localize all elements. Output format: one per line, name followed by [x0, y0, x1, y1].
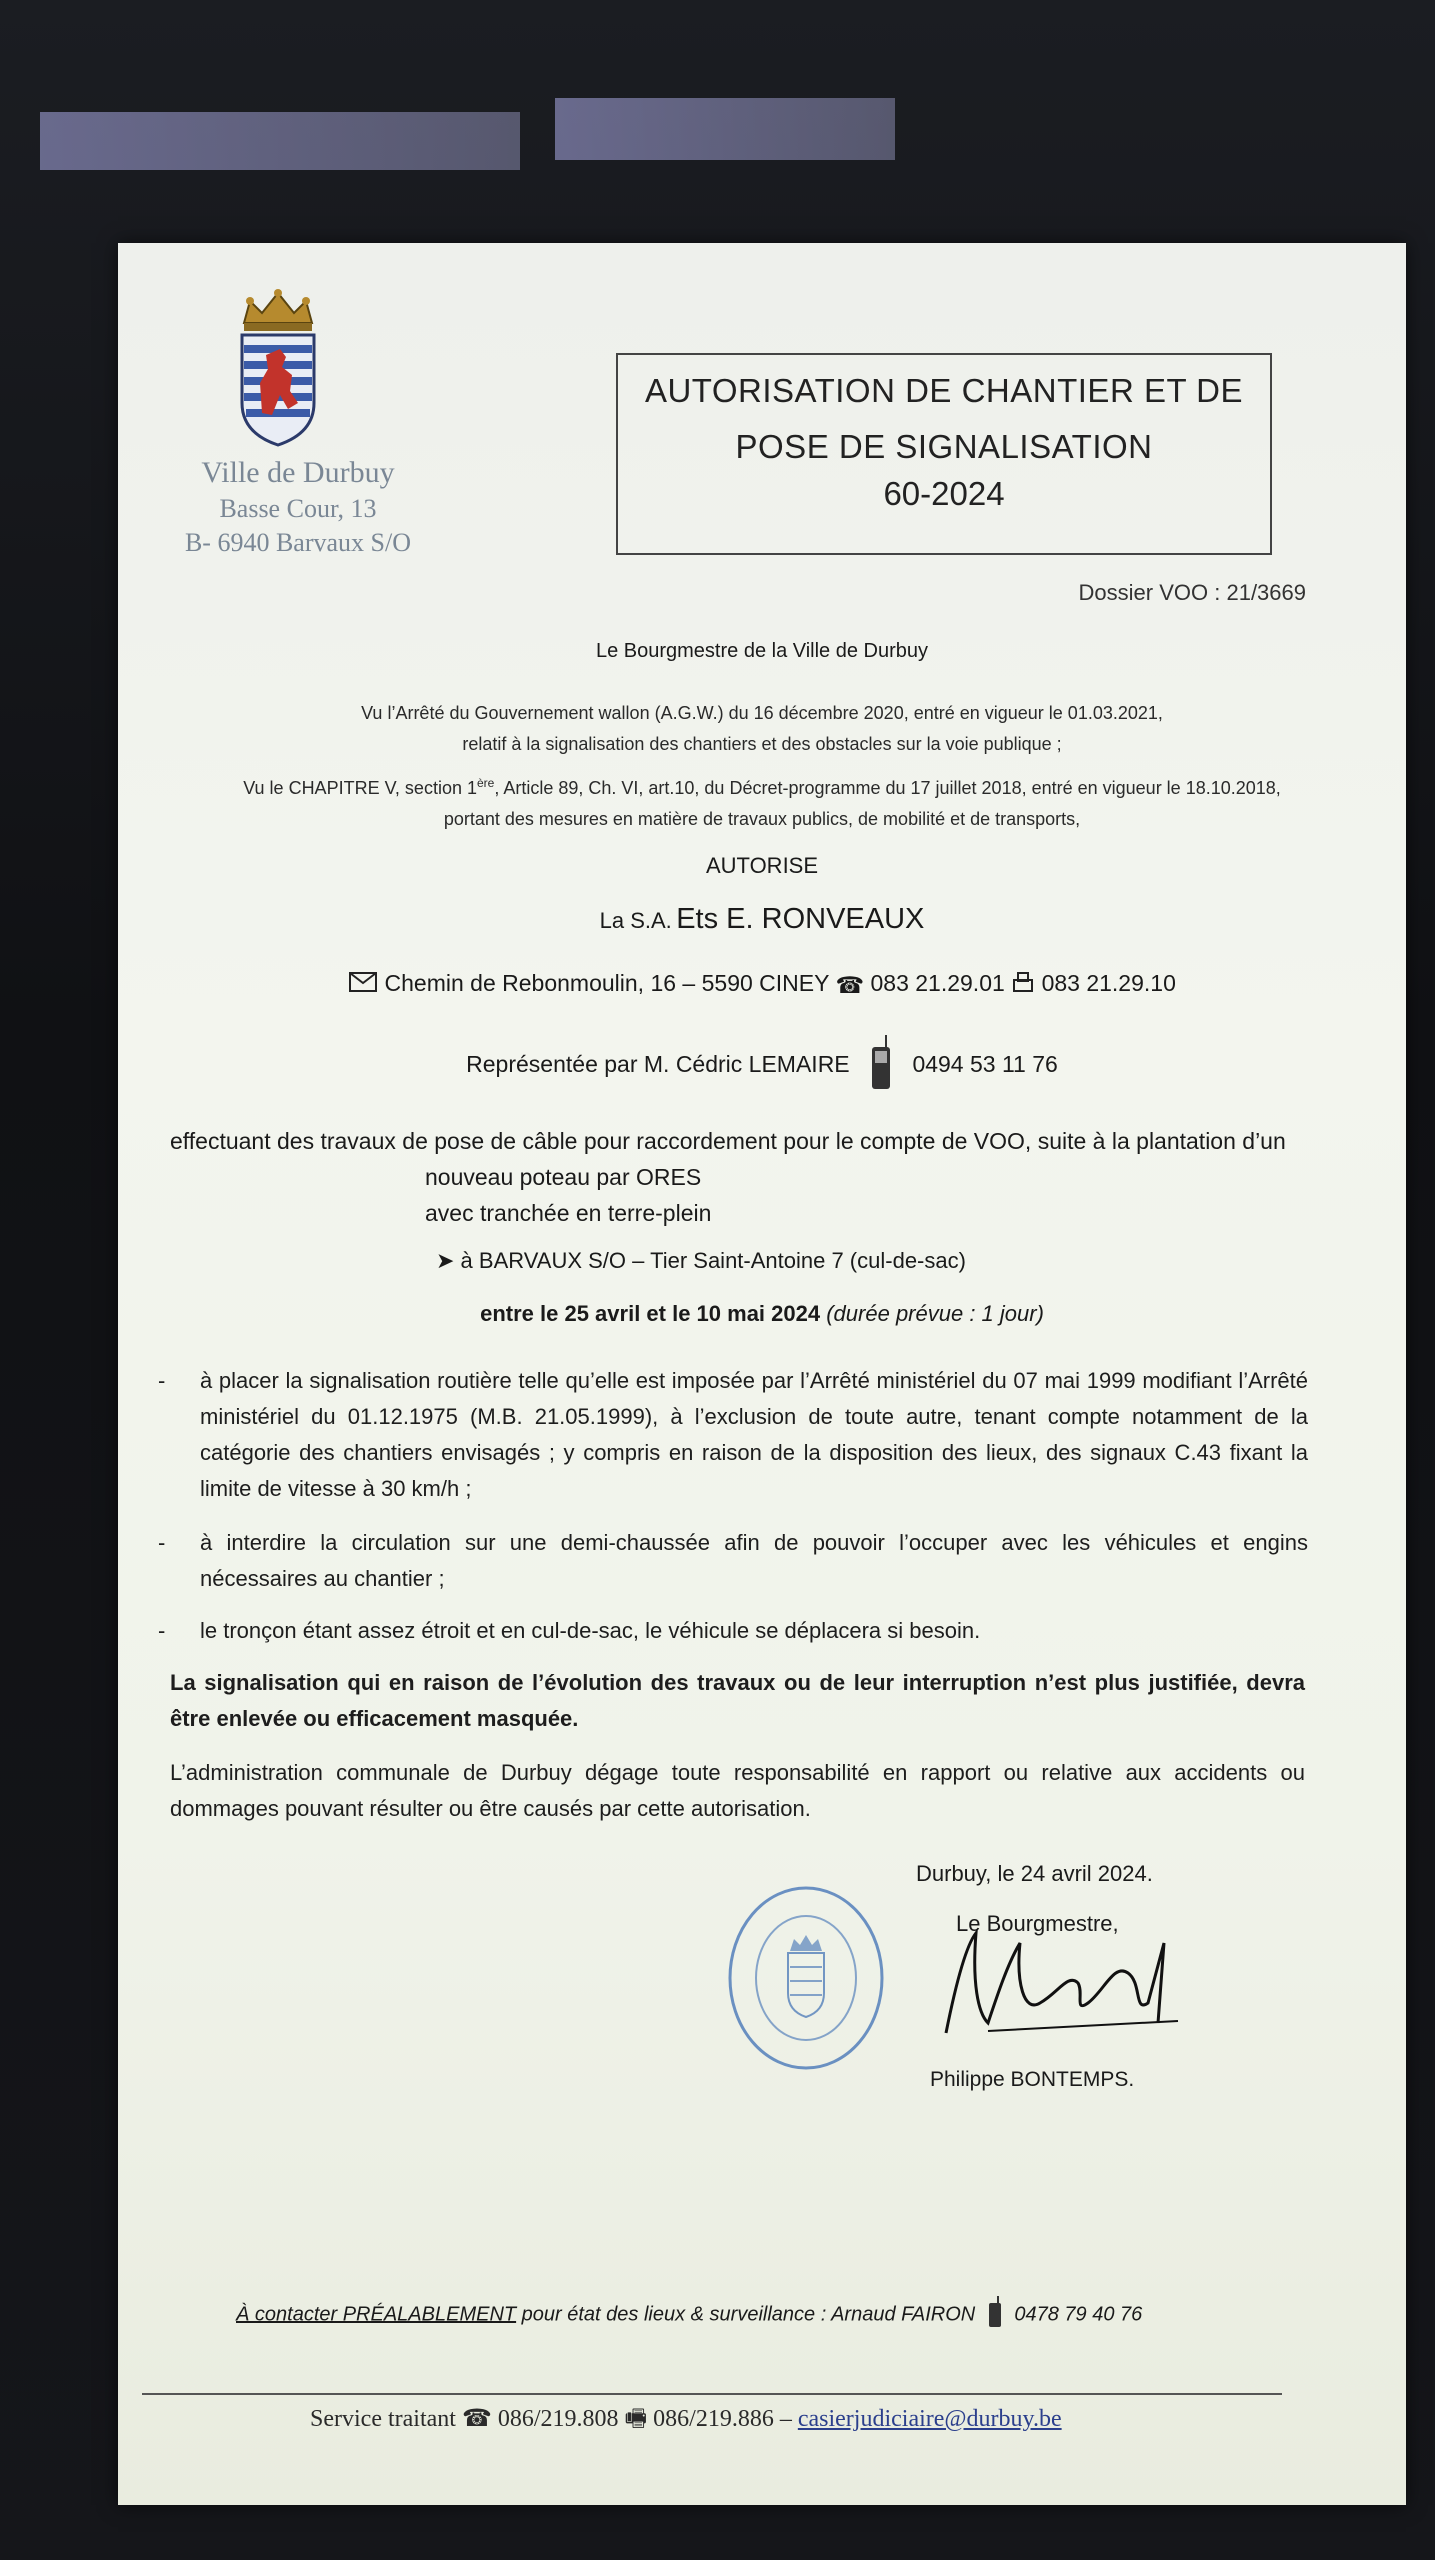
works-location — [436, 1248, 966, 1274]
company-phone: 083 21.29.01 — [870, 970, 1005, 997]
town-header — [148, 453, 448, 560]
fax-icon: 🖷 — [624, 2406, 648, 2432]
signatory-name: Philippe BONTEMPS. — [930, 2068, 1135, 2091]
mobile-phone-icon — [987, 2295, 1003, 2335]
arrow-bullet-icon: ➤ — [436, 1248, 461, 1273]
recital-1-line2: relatif à la signalisation des chantiers et des obstacles sur la voie publique ; — [462, 734, 1062, 754]
works-period — [118, 1301, 1406, 1327]
period-dates: entre le 25 avril et le 10 mai 2024 — [480, 1301, 821, 1326]
footer-email-link[interactable]: casierjudiciaire@durbuy.be — [797, 2406, 1062, 2432]
company-address: Chemin de Rebonmoulin, 16 – 5590 CINEY — [384, 970, 830, 997]
works-description — [170, 1123, 1320, 1231]
recital-2 — [118, 768, 1406, 835]
durbuy-coat-of-arms — [228, 283, 328, 458]
condition-item — [158, 1613, 1308, 1649]
town-address-line1: Basse Cour, 13 — [219, 494, 377, 523]
authorise-heading: AUTORISE — [705, 853, 819, 878]
town-name: Ville de Durbuy — [201, 456, 395, 489]
envelope-icon — [348, 970, 378, 1000]
removal-notice: La signalisation qui en raison de l’évolution des travaux ou de leur interruption n’est plus justifiée, devra être enlevée ou efficacement masquée. — [170, 1670, 1305, 1731]
condition-dash: - — [158, 1530, 166, 1555]
footer-fax: 086/219.886 – — [653, 2406, 792, 2432]
telephone-icon: ☎ — [835, 971, 865, 998]
condition-text: à interdire la circulation sur une demi-chaussée afin de pouvoir l’occuper avec les véhicules et engins nécessaires au chantier ; — [200, 1530, 1308, 1591]
representative-mobile: 0494 53 11 76 — [912, 1051, 1058, 1078]
period-duration: (durée prévue : 1 jour) — [826, 1301, 1044, 1326]
recital-2-text-b: , Article 89, Ch. VI, art.10, du Décret-programme du 17 juillet 2018, entré en vigueur le 18.10.2018, — [494, 778, 1281, 798]
condition-text: à placer la signalisation routière telle qu’elle est imposée par l’Arrêté ministériel du 07 mai 1999 modifiant l’Arrêté ministériel du 01.12.1975 (M.B. 21.05.1999), à l’exclusion de toute autre, tenant compte notamment de la catégorie des chantiers envisagés ; y compris en raison de la disposition des lieux, des signaux C.43 fixant la limite de vitesse à 30 km/h ; — [200, 1368, 1308, 1501]
contact-mobile: 0478 79 40 76 — [1014, 2303, 1143, 2326]
issuer-line: Le Bourgmestre de la Ville de Durbuy — [595, 640, 929, 662]
company-fax: 083 21.29.10 — [1041, 970, 1176, 997]
municipal-stamp — [726, 1883, 886, 2073]
location-text: à BARVAUX S/O – Tier Saint-Antoine 7 (cul-de-sac) — [460, 1248, 966, 1273]
dossier-number: Dossier VOO : 21/3669 — [1078, 580, 1306, 605]
company-line — [118, 903, 1406, 936]
recital-2-line2: portant des mesures en matière de travaux publics, de mobilité et de transports, — [443, 809, 1081, 829]
footer-label: Service traitant — [310, 2406, 456, 2432]
title-box — [616, 353, 1272, 555]
works-line2: nouveau poteau par ORES — [425, 1164, 702, 1190]
condition-dash: - — [158, 1368, 166, 1393]
recital-1-line1: Vu l’Arrêté du Gouvernement wallon (A.G.W.) du 16 décembre 2020, entré en vigueur le 01.03.2021, — [361, 703, 1163, 723]
title-line1: AUTORISATION DE CHANTIER ET DE — [644, 372, 1244, 409]
representative: Représentée par M. Cédric LEMAIRE — [466, 1051, 850, 1078]
condition-dash: - — [158, 1618, 166, 1643]
contact-text: pour état des lieux & surveillance : Arnaud FAIRON — [516, 2303, 976, 2326]
works-line3: avec tranchée en terre-plein — [425, 1200, 712, 1226]
signature-place-date: Durbuy, le 24 avril 2024. — [916, 1861, 1153, 1886]
title-line2: POSE DE SIGNALISATION — [735, 428, 1153, 465]
recital-2-superscript: ère — [476, 776, 495, 790]
representative-line — [118, 1033, 1406, 1099]
signature-role: Le Bourgmestre, — [956, 1911, 1119, 1936]
authorization-number: 60-2024 — [883, 475, 1005, 512]
contact-line — [236, 2295, 1142, 2335]
company-prefix: La S.A. — [599, 908, 672, 933]
contact-label: À contacter PRÉALABLEMENT — [236, 2303, 517, 2326]
condition-text: le tronçon étant assez étroit et en cul-de-sac, le véhicule se déplacera si besoin. — [200, 1618, 981, 1643]
condition-item — [158, 1525, 1308, 1597]
handwritten-signature — [928, 1903, 1188, 2058]
footer-divider — [142, 2393, 1282, 2395]
works-line1: effectuant des travaux de pose de câble pour raccordement pour le compte de VOO, suite à la plantation d’un — [170, 1128, 1286, 1154]
company-name: Ets E. RONVEAUX — [676, 903, 925, 935]
window-reflection — [40, 112, 520, 170]
town-address-line2: B- 6940 Barvaux S/O — [184, 527, 412, 557]
liability-disclaimer: L’administration communale de Durbuy dégage toute responsabilité en rapport ou relative aux accidents ou dommages pouvant résulter ou être causés par cette autorisation. — [170, 1760, 1305, 1821]
footer — [310, 2401, 1062, 2442]
recital-2-line1 — [118, 768, 1406, 804]
condition-item — [158, 1363, 1308, 1507]
mobile-phone-icon — [868, 1033, 894, 1099]
recital-2-text-a: Vu le CHAPITRE V, section 1 — [243, 778, 477, 798]
recital-1 — [118, 698, 1406, 760]
telephone-icon: ☎ — [461, 2406, 492, 2432]
window-reflection — [555, 98, 895, 160]
footer-phone: 086/219.808 — [497, 2406, 619, 2432]
fax-icon — [1011, 971, 1035, 999]
authorization-document — [118, 243, 1406, 2505]
company-contact-line — [118, 970, 1406, 1000]
